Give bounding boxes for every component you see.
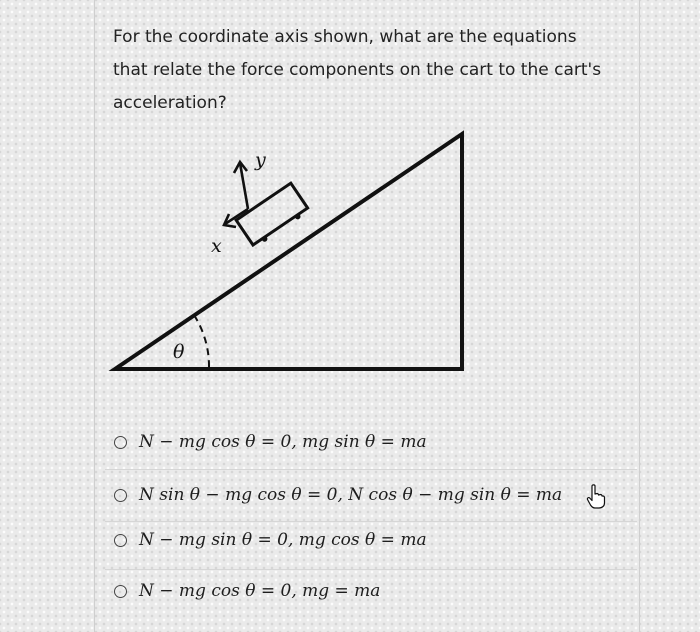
- radio-button-4[interactable]: [114, 585, 127, 598]
- answer-option-2-text: N sin θ − mg cos θ = 0, N cos θ − mg sin θ = ma: [139, 485, 563, 505]
- answer-option-4[interactable]: [114, 576, 639, 606]
- y-axis-label: y: [255, 149, 266, 171]
- y-axis-arrow: [234, 162, 248, 209]
- answer-option-3[interactable]: [114, 525, 639, 555]
- answer-option-4-text: N − mg cos θ = 0, mg = ma: [139, 581, 381, 601]
- angle-label: θ: [173, 341, 185, 363]
- option-divider: [105, 469, 637, 470]
- question-line-2: that relate the force components on the cart to the cart's: [113, 60, 602, 80]
- answer-option-3-text: N − mg sin θ = 0, mg cos θ = ma: [139, 530, 427, 550]
- incline-triangle: [115, 134, 462, 369]
- hand-pointer-icon: [586, 484, 606, 510]
- option-divider: [105, 521, 637, 522]
- answer-option-1-text: N − mg cos θ = 0, mg sin θ = ma: [139, 432, 427, 452]
- x-axis-arrow: [224, 209, 248, 227]
- x-axis-label: x: [211, 235, 222, 257]
- answer-option-2[interactable]: [114, 480, 639, 510]
- option-divider: [105, 569, 637, 570]
- question-line-1: For the coordinate axis shown, what are the equations: [113, 27, 577, 47]
- question-line-3: acceleration?: [113, 93, 227, 113]
- radio-button-2[interactable]: [114, 489, 127, 502]
- radio-button-3[interactable]: [114, 534, 127, 547]
- answer-option-1[interactable]: [114, 427, 639, 457]
- angle-arc: [194, 315, 209, 368]
- radio-button-1[interactable]: [114, 436, 127, 449]
- cart: [236, 183, 310, 248]
